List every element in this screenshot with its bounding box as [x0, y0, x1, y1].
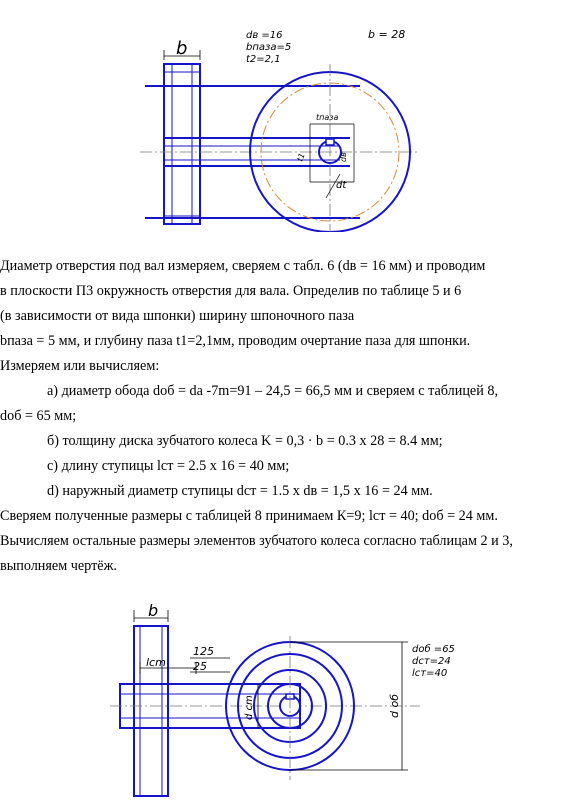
label-lcm: lcm	[146, 656, 166, 669]
gear-drawing-top	[0, 0, 562, 232]
item-b: б) толщину диска зубчатого колеса K = 0,3 · b = 0.3 x 28 = 8.4 мм;	[47, 433, 443, 449]
body-text	[0, 254, 562, 579]
p3: Сверяем полученные размеры с таблицей 8 принимаем К=9; lст = 40; dоб = 24 мм.	[0, 508, 498, 524]
label-b28: b = 28	[368, 28, 406, 41]
item-c: с) длину ступицы lст = 2.5 x 16 = 40 мм;	[47, 458, 290, 474]
label-dcm: d cm	[244, 695, 255, 720]
label-dt: dt	[336, 180, 347, 191]
dim-b2-label: b	[148, 601, 159, 620]
label-lcm40: lст=40	[412, 668, 448, 679]
p1-line3: (в зависимости от вида шпонки) ширину шпоночного паза	[0, 308, 355, 324]
label-dob: d об	[388, 694, 401, 718]
gear-drawing-bottom	[0, 600, 562, 800]
p1-line4: bпаза = 5 мм, и глубину паза t1=2,1мм, проводим очертание паза для шпонки.	[0, 333, 471, 349]
item-a-line2: dоб = 65 мм;	[0, 408, 77, 424]
label-dv: dв	[339, 152, 348, 162]
p4-line2: выполняем чертёж.	[0, 558, 117, 574]
gear2-rim-side	[134, 626, 168, 796]
item-a-line1: а) диаметр обода dоб = dа -7m=91 – 24,5 = 66,5 мм и сверяем с таблицей 8,	[47, 383, 499, 399]
gear-rim-side	[164, 64, 200, 224]
p1-line2: в плоскости П3 окружность отверстия для вала. Определив по таблице 5 и 6	[0, 283, 462, 299]
p1-line1: Диаметр отверстия под вал измеряем, сверяем с табл. 6 (dв = 16 мм) и проводим	[0, 258, 486, 274]
p4-line1: Вычисляем остальные размеры элементов зубчатого колеса согласно таблицам 2 и 3,	[0, 533, 513, 549]
label-25: 25	[193, 660, 207, 673]
item-d: d) наружный диаметр ступицы dст = 1.5 x dв = 1,5 x 16 = 24 мм.	[47, 483, 433, 499]
label-dcm24: dст=24	[412, 656, 451, 667]
dim-b-label: b	[176, 38, 188, 59]
label-t2: t2=2,1	[246, 54, 281, 65]
label-bpaza: bпаза=5	[246, 42, 292, 53]
p2: Измеряем или вычисляем:	[0, 358, 160, 374]
label-125: 125	[193, 645, 214, 658]
keyway-slot	[326, 139, 334, 145]
label-t1: t1	[295, 151, 307, 163]
label-tpaza: tпаза	[316, 113, 339, 122]
label-dob65: dоб =65	[412, 644, 455, 655]
label-db: dв =16	[246, 30, 283, 41]
